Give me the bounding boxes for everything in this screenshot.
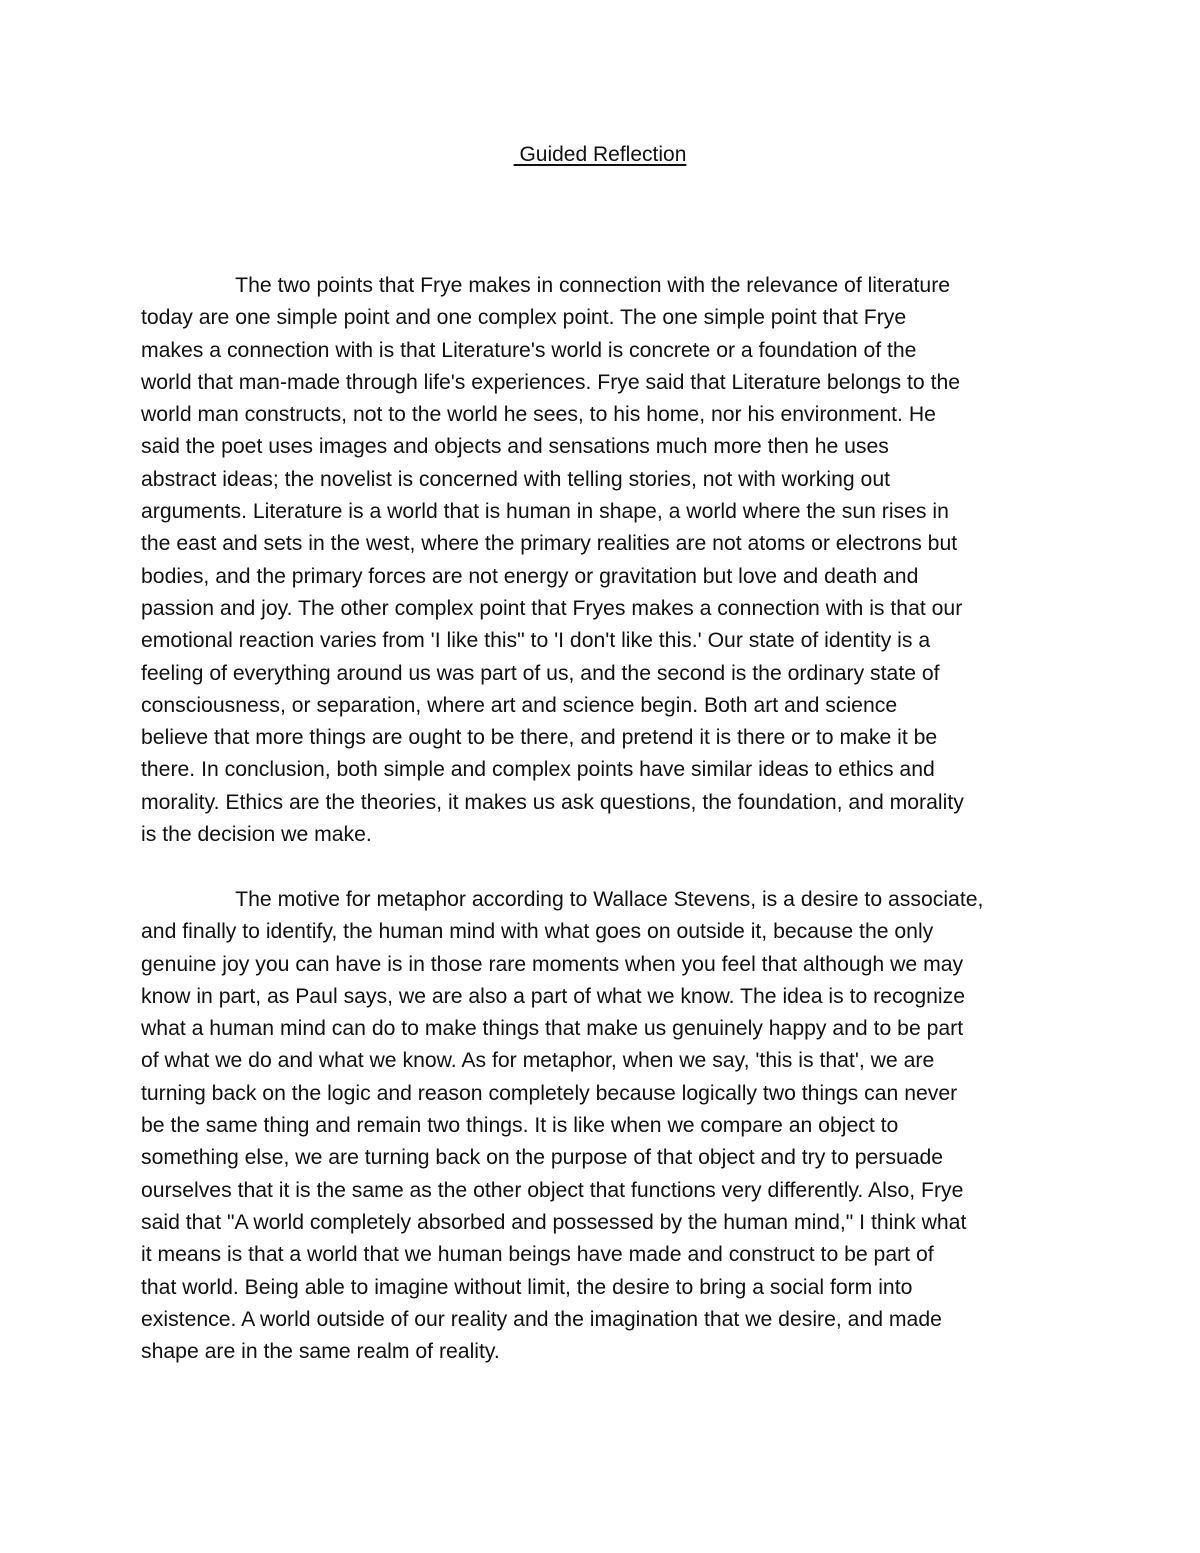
text-line: the east and sets in the west, where the primary realities are not atoms or electrons but: [141, 532, 958, 556]
text-line: morality. Ethics are the theories, it makes us ask questions, the foundation, and morality: [141, 790, 964, 814]
text-line: and finally to identify, the human mind with what goes on outside it, because the only: [141, 920, 934, 944]
text-line: today are one simple point and one complex point. The one simple point that Frye: [141, 306, 907, 330]
text-line: world man constructs, not to the world he sees, to his home, nor his environment. He: [141, 403, 936, 427]
text-line: bodies, and the primary forces are not energy or gravitation but love and death and: [141, 564, 919, 588]
text-line: abstract ideas; the novelist is concerned with telling stories, not with working out: [141, 467, 891, 491]
page-title: [0, 141, 1200, 169]
text-line: passion and joy. The other complex point that Fryes makes a connection with is that our: [141, 596, 963, 620]
text-line: turning back on the logic and reason completely because logically two things can never: [141, 1081, 958, 1105]
text-line: genuine joy you can have is in those rare moments when you feel that although we may: [141, 952, 964, 976]
paragraph-2: [141, 884, 1063, 1368]
text-line: said that "A world completely absorbed and possessed by the human mind," I think what: [141, 1210, 967, 1234]
page-title-text: Guided Reflection: [513, 143, 687, 166]
text-line: The motive for metaphor according to Wallace Stevens, is a desire to associate,: [141, 888, 984, 911]
text-line: world that man-made through life's experiences. Frye said that Literature belongs to the: [141, 370, 961, 394]
text-line: that world. Being able to imagine without limit, the desire to bring a social form into: [141, 1275, 913, 1299]
text-line: shape are in the same realm of reality.: [141, 1340, 500, 1364]
text-line: there. In conclusion, both simple and complex points have similar ideas to ethics and: [141, 758, 935, 782]
text-line: something else, we are turning back on the purpose of that object and try to persuade: [141, 1146, 944, 1170]
text-line: makes a connection with is that Literature's world is concrete or a foundation of the: [141, 338, 917, 362]
text-line: feeling of everything around us was part of us, and the second is the ordinary state of: [141, 661, 940, 685]
text-line: arguments. Literature is a world that is human in shape, a world where the sun rises in: [141, 500, 949, 524]
text-line: be the same thing and remain two things. It is like when we compare an object to: [141, 1114, 899, 1138]
text-line: know in part, as Paul says, we are also a part of what we know. The idea is to recognize: [141, 984, 966, 1008]
text-line: ourselves that it is the same as the other object that functions very differently. Also, Frye: [141, 1178, 964, 1202]
text-line: consciousness, or separation, where art and science begin. Both art and science: [141, 693, 898, 717]
paragraph-1: [141, 270, 1063, 851]
text-line: emotional reaction varies from 'I like this" to 'I don't like this.' Our state of identity is a: [141, 629, 931, 653]
text-line: what a human mind can do to make things that make us genuinely happy and to be part: [141, 1017, 964, 1041]
text-line: believe that more things are ought to be there, and pretend it is there or to make it be: [141, 726, 938, 750]
text-line: said the poet uses images and objects and sensations much more then he uses: [141, 435, 889, 459]
text-line: is the decision we make.: [141, 823, 372, 847]
text-line: of what we do and what we know. As for metaphor, when we say, 'this is that', we are: [141, 1049, 935, 1073]
text-line: it means is that a world that we human beings have made and construct to be part of: [141, 1243, 934, 1267]
text-line: The two points that Frye makes in connection with the relevance of literature: [141, 274, 951, 297]
text-line: existence. A world outside of our reality and the imagination that we desire, and made: [141, 1307, 942, 1331]
